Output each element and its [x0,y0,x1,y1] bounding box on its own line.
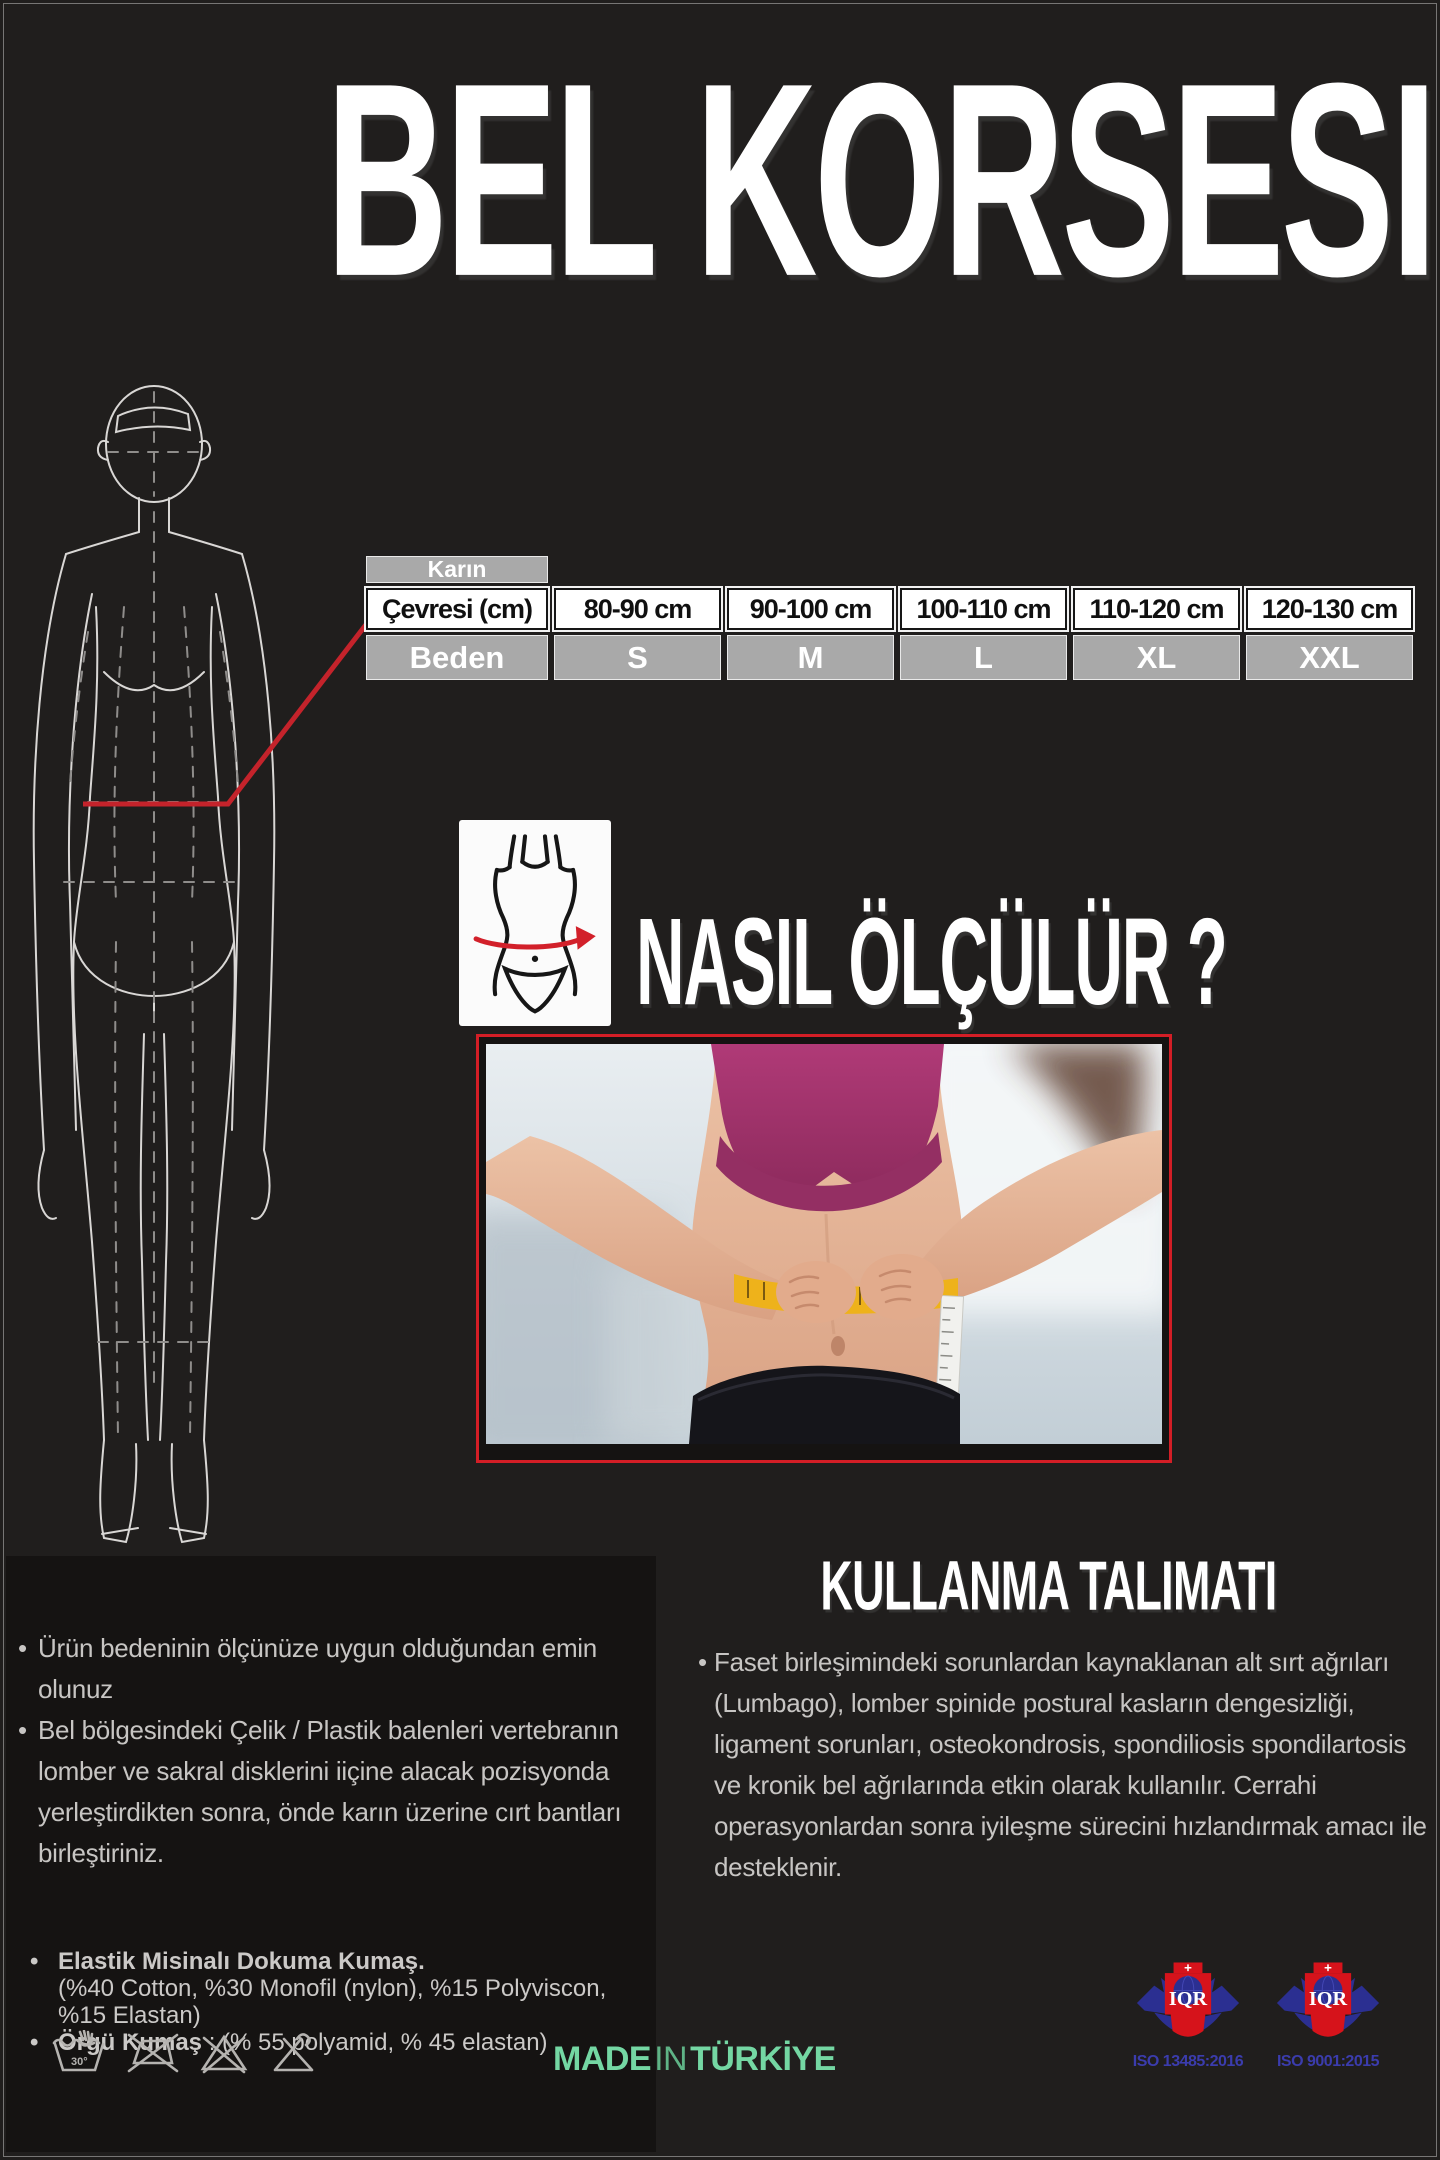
usage-heading [655,1545,1440,1625]
svg-text:IQR: IQR [1168,1987,1208,2010]
do-not-bleach-icon [198,2030,250,2076]
size-chart-table [366,556,1416,680]
made-in-country: TÜRKİYE [690,2040,836,2078]
table-cell-circumference: 110-120 cm [1073,588,1240,630]
do-not-wring-icon [267,2030,319,2076]
table-empty-cell [1073,556,1240,583]
table-empty-cell [1246,556,1413,583]
table-row-label-size: Beden [366,635,548,680]
svg-text:IQR: IQR [1308,1987,1348,2010]
fit-instruction-item: • Ürün bedeninin ölçünüze uygun olduğundan emin olunuz [16,1628,678,1710]
usage-instructions [698,1642,1436,1888]
table-empty-cell [900,556,1067,583]
measure-icon-box [459,820,611,1026]
waist-pointer-line [60,598,382,814]
made-in-mark [553,2040,836,2079]
measure-heading-text: NASIL ÖLÇÜLÜR ? [636,892,1227,1032]
do-not-iron-icon [125,2030,181,2076]
certification-badge [1270,1958,1386,2071]
certification-label: ISO 9001:2015 [1276,2053,1380,2070]
material-title: Örgü Kumaş [58,2029,203,2056]
page-title-text: BEL KORSESI [325,26,1434,334]
body-sketch [2,382,306,1562]
made-in-in: IN [654,2040,688,2078]
hand-wash-30-icon [50,2030,108,2076]
table-empty-cell [554,556,721,583]
usage-heading-text: KULLANMA TALIMATI [819,1545,1277,1625]
table-corner-cell: Karın [366,556,548,583]
table-cell-size: XL [1073,635,1240,680]
waist-measure-icon [467,827,603,1019]
iqr-logo [1135,1958,1241,2046]
table-row-label-circumference: Çevresi (cm) [366,588,548,630]
certification-label: ISO 13485:2016 [1132,2053,1244,2070]
table-cell-size: L [900,635,1067,680]
table-empty-cell [727,556,894,583]
material-detail: (%40 Cotton, %30 Monofil (nylon), %15 Polyviscon, %15 Elastan) [58,1975,607,2029]
table-cell-circumference: 120-130 cm [1246,588,1413,630]
waist-measurement-photo [486,1044,1162,1444]
table-cell-circumference: 100-110 cm [900,588,1067,630]
care-symbols [50,2030,319,2076]
waist-measurement-photo-frame [476,1034,1172,1463]
table-cell-circumference: 90-100 cm [727,588,894,630]
iqr-logo [1275,1958,1381,2046]
table-cell-size: S [554,635,721,680]
material-title: Elastik Misinalı Dokuma Kumaş. [58,1948,425,1975]
measure-heading [636,892,1440,1032]
material-detail: : (% 55 polyamid, % 45 elastan) [202,2029,548,2056]
table-cell-size: M [727,635,894,680]
usage-instruction-text: • Faset birleşimindeki sorunlardan kaynaklanan alt sırt ağrıları (Lumbago), lomber spinide postural kasların dengesizliği, ligament sorunları, osteokondrosis, spondiliosis spondilartosis ve kronik bel ağrılarında etkin olarak kullanılır. Cerrahi operasyonlardan sonra iyileşme sürecini hızlandırmak amacı ile desteklenir. [698,1642,1436,1888]
page-title [0,26,1440,334]
made-in-made: MADE [553,2040,652,2078]
table-cell-size: XXL [1246,635,1413,680]
table-cell-circumference: 80-90 cm [554,588,721,630]
material-item [20,1948,640,2029]
fit-instruction-item: • Bel bölgesindeki Çelik / Plastik balenleri vertebranın lomber ve sakral disklerini iiçine alacak pozisyonda yerleştirdikten sonra, önde karın üzerine cırt bantları birleştiriniz. [16,1710,678,1874]
certification-badge [1130,1958,1246,2071]
svg-text:30°: 30° [71,2056,88,2068]
fit-instructions [16,1628,678,1874]
